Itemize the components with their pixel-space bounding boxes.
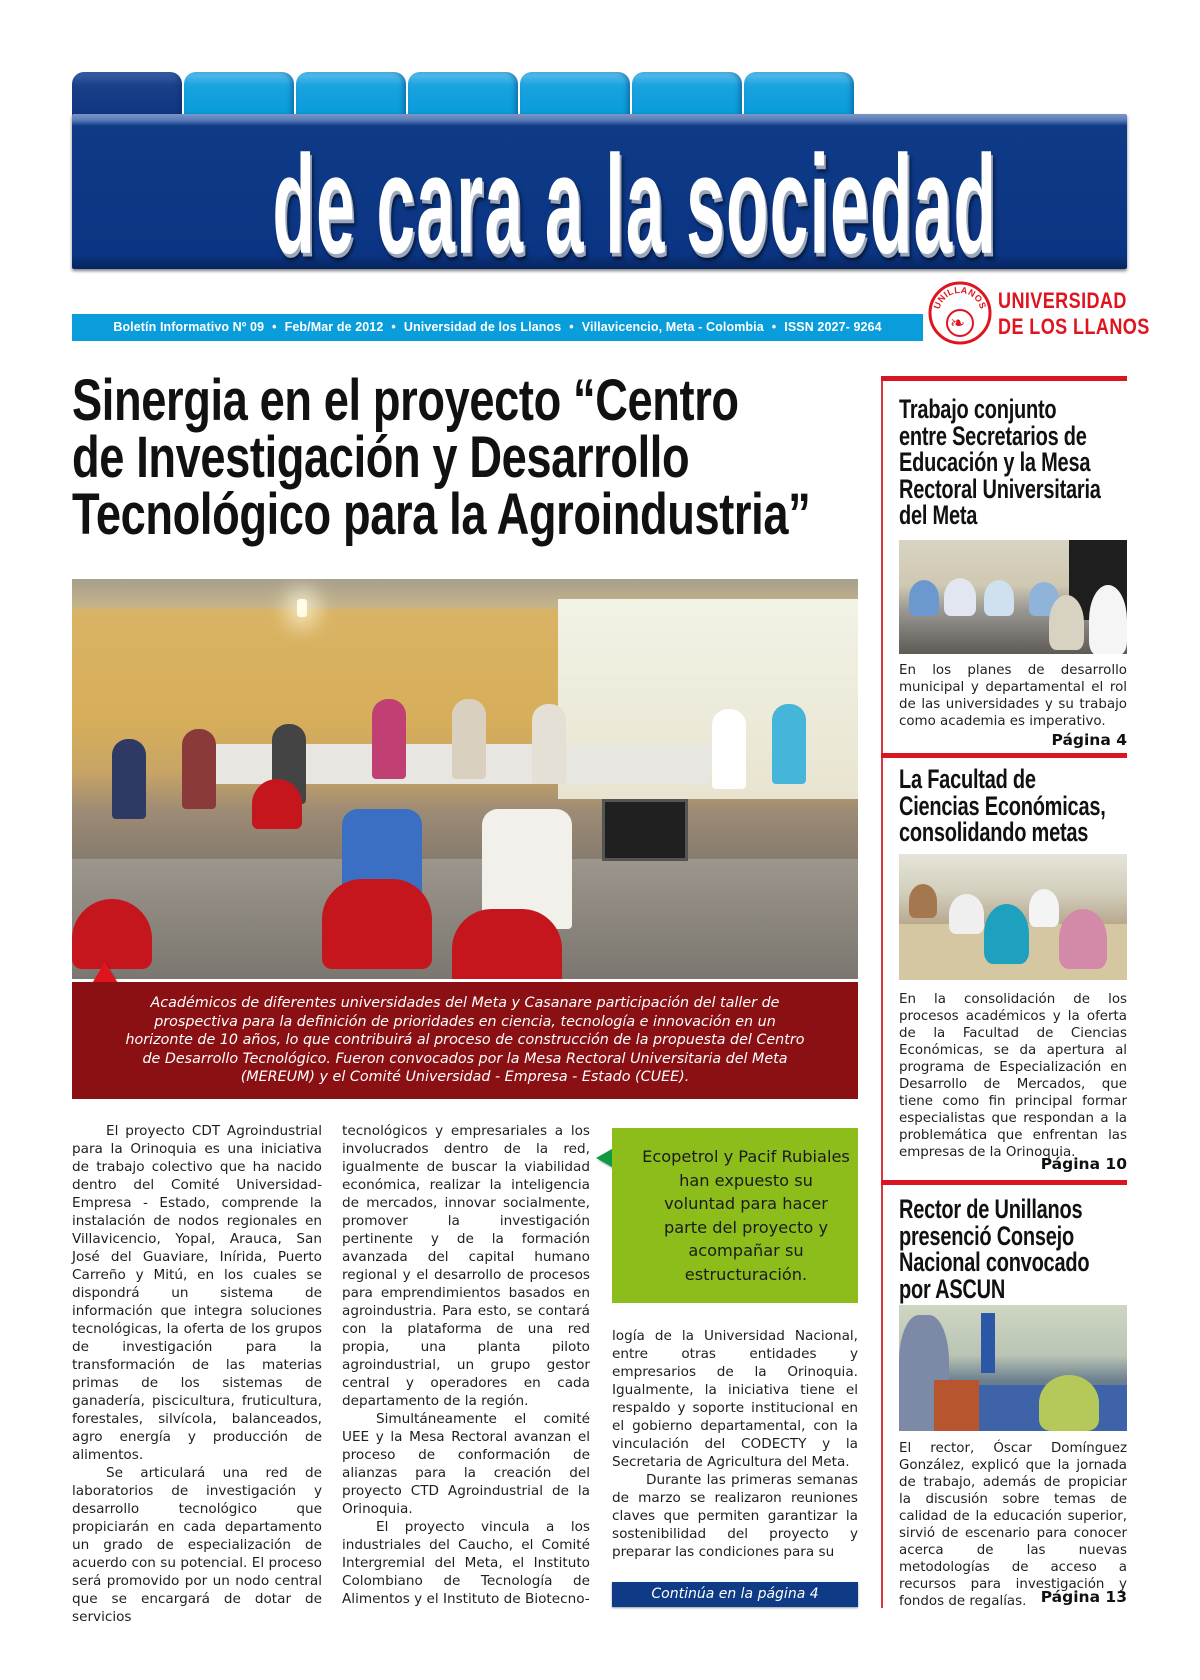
- photo-person: [112, 739, 146, 819]
- masthead-tab: [632, 72, 742, 118]
- headline-line: La Facultad de: [899, 764, 1036, 794]
- separator: •: [272, 320, 277, 334]
- masthead-tab: [408, 72, 518, 118]
- summary-text: En los planes de desarrollo municipal y departamental el rol de las universidades y su trabajo como academia es imperativo.: [899, 663, 1127, 729]
- photo-plant: [1039, 1375, 1099, 1431]
- main-headline: [72, 368, 852, 547]
- article-paragraph: El proyecto CDT Agroindustrial para la Orinoquia es una iniciativa de trabajo colectivo que ha nacido dentro del Comité Universidad- Empresa - Estado, comprende la instalación de nodos regionales en Villavicencio, Yopal, Arauca, San José del Guaviare, Inírida, Puerto Carreño y Mitú, en los cuales se dispondrá un sistema de información que integra soluciones tecnológicas, la oferta de los grupos de investigación para la transformación de las materias primas de los sistemas de ganadería, piscicultura, fruticultura, forestales, silvícola, balanceados, agro energía y producción de alimentos.: [72, 1123, 322, 1463]
- photo-person: [909, 884, 937, 918]
- photo-person: [909, 580, 939, 616]
- publication-title: de cara a la sociedad: [272, 126, 998, 269]
- sidebar-photo: [899, 854, 1127, 980]
- photo-person: [182, 729, 216, 809]
- masthead-banner: [72, 114, 1127, 269]
- sidebar-page-link[interactable]: Página 13: [1040, 1588, 1127, 1606]
- caption-line: de Desarrollo Tecnológico. Fueron convocados por la Mesa Rectoral Universitaria del Meta: [142, 1050, 788, 1067]
- article-column-2: [342, 1122, 590, 1608]
- photo-person: [1049, 595, 1084, 650]
- photo-chair: [322, 879, 432, 969]
- article-paragraph: Se articulará una red de laboratorios de investigación y desarrollo tecnológico que propiciarán en cada departamento un grado de especialización de acuerdo con su potencial. El proceso será promovido por un nodo central que se encargará de dotar de servicios: [72, 1465, 322, 1625]
- headline-line: presenció Consejo: [899, 1220, 1074, 1251]
- sidebar-summary: [899, 662, 1127, 730]
- university-name-line2: DE LOS LLANOS: [998, 314, 1150, 339]
- caption-line: Académicos de diferentes universidades del Meta y Casanare participación del taller de: [150, 995, 780, 1011]
- separator: •: [569, 320, 574, 334]
- continue-link[interactable]: Continúa en la página 4: [612, 1582, 858, 1607]
- sidebar-headline: [899, 766, 1121, 846]
- article-column-1: [72, 1122, 322, 1626]
- sidebar-divider: [881, 376, 1127, 381]
- summary-text: El rector, Óscar Domínguez González, explicó que la jornada de trabajo, además de propiciar la discusión sobre temas de calidad de la educación superior, sirvió de escenario para conocer acerca de las nuevas metodologías de acceso a recursos para investigación y fondos de regalías.: [899, 1441, 1127, 1609]
- photo-person: [984, 580, 1014, 616]
- location: Villavicencio, Meta - Colombia: [581, 320, 764, 334]
- sidebar-rule: [881, 376, 883, 1608]
- photo-person: [1029, 889, 1059, 927]
- issue-info-bar: [72, 314, 923, 341]
- masthead-tab: [184, 72, 294, 118]
- headline-line: de Investigación y Desarrollo: [72, 425, 690, 490]
- sidebar-headline: [899, 1196, 1121, 1302]
- article-paragraph: tecnológicos y empresariales a los involucrados dentro de la red, igualmente de buscar la viabilidad económica, realizar la inteligencia de mercados, innovar socialmente, promover la investigación pertinente y de la formación avanzada del capital humano regional y el desarrollo de procesos para emprendimientos basados en agroindustria. Para esto, se contará con la plataforma de una red propia, una planta piloto agroindustrial, un grupo gestor central y operadores en cada departamento de la región.: [342, 1123, 590, 1409]
- university-name-line1: UNIVERSIDAD: [998, 288, 1127, 313]
- university-name: [998, 288, 1150, 340]
- summary-text: En la consolidación de los procesos académicos y la oferta de la Facultad de Ciencias Económicas, se da apertura al programa de Especialización en Desarrollo de Mercados, que tiene como fin principal formar especialistas que respondan a la problemática que enfrentan las empresas de la Orinoquia.: [899, 992, 1127, 1160]
- caption-line: horizonte de 10 años, lo que contribuirá al proceso de construcción de la propuesta del Centro: [125, 1032, 805, 1049]
- sidebar-divider: [881, 1180, 1127, 1185]
- masthead-tab: [72, 72, 182, 118]
- main-photo: [72, 579, 858, 979]
- headline-line: Tecnológico para la Agroindustria”: [72, 482, 811, 547]
- masthead-tab: [744, 72, 854, 118]
- article-paragraph: Durante las primeras semanas de marzo se realizaron reuniones claves que permiten garantizar la sostenibilidad del proyecto y preparar las condiciones para su: [612, 1472, 858, 1560]
- heron-icon: ❧: [950, 313, 966, 334]
- sidebar-page-link[interactable]: Página 4: [1051, 731, 1127, 749]
- caption-line: (MEREUM) y el Comité Universidad - Empresa - Estado (CUEE).: [240, 1069, 690, 1086]
- photo-chair: [252, 779, 302, 829]
- pull-quote: Ecopetrol y Pacif Rubiales han expuesto su voluntad para hacer parte del proyecto y acompañar su estructuración.: [612, 1128, 858, 1303]
- photo-person: [944, 578, 976, 616]
- article-paragraph: logía de la Universidad Nacional, entre otras entidades y empresarios de la Orinoquia. Igualmente, la iniciativa tiene el respaldo y soporte institucional en el gobierno departamental, con la vinculación del CODECTY y la Secretaria de Agricultura del Meta.: [612, 1328, 858, 1470]
- photo-person: [984, 904, 1029, 964]
- photo-person: [532, 704, 566, 784]
- separator: •: [771, 320, 777, 334]
- photo-person: [452, 699, 486, 779]
- headline-line: Rector de Unillanos: [899, 1194, 1083, 1224]
- photo-person: [712, 709, 746, 789]
- sidebar-summary: [899, 991, 1127, 1161]
- issn: ISSN 2027- 9264: [784, 320, 882, 334]
- photo-person: [949, 894, 984, 934]
- headline-line: consolidando metas: [899, 817, 1089, 847]
- issue-date: Feb/Mar de 2012: [284, 320, 384, 334]
- headline-line: Ciencias Económicas,: [899, 790, 1106, 821]
- photo-person: [1089, 585, 1127, 654]
- photo-podium: [934, 1380, 979, 1431]
- sidebar-summary: [899, 1440, 1127, 1610]
- article-column-3: [612, 1327, 858, 1561]
- photo-laptop: [602, 799, 688, 861]
- headline-line: Educación y la Mesa: [899, 447, 1091, 477]
- headline-line: por ASCUN: [899, 1273, 1006, 1304]
- sidebar-photo: [899, 1305, 1127, 1431]
- photo-caption: [72, 982, 858, 1099]
- university-logo-icon: [928, 281, 992, 345]
- masthead-tab: [520, 72, 630, 118]
- headline-line: Sinergia en el proyecto “Centro: [72, 368, 739, 433]
- headline-line: Trabajo conjunto: [899, 394, 1057, 424]
- sidebar-divider: [881, 753, 1127, 758]
- publisher: Universidad de los Llanos: [403, 320, 562, 334]
- headline-line: entre Secretarios de: [899, 420, 1087, 451]
- headline-line: del Meta: [899, 500, 978, 530]
- issue-number: Boletín Informativo Nº 09: [113, 320, 265, 334]
- caption-line: prospectiva para la definición de prioridades en ciencia, tecnología e innovación en un: [154, 1013, 776, 1030]
- logo-ring-text: UNILLANOS: [931, 284, 989, 311]
- sidebar-headline: [899, 396, 1121, 529]
- sidebar-photo: [899, 540, 1127, 654]
- article-paragraph: Simultáneamente el comité UEE y la Mesa Rectoral avanzan el proceso de conformación de alianzas para la creación del proyecto CTD Agroindustrial de la Orinoquia.: [342, 1411, 590, 1517]
- article-paragraph: El proyecto vincula a los industriales del Caucho, el Comité Intergremial del Meta, el Instituto Colombiano de Tecnología de Alimentos y el Instituto de Biotecno-: [342, 1519, 590, 1607]
- photo-person: [1059, 909, 1107, 969]
- photo-lamp: [297, 599, 307, 617]
- photo-person: [772, 704, 806, 784]
- photo-chair: [452, 909, 562, 979]
- sidebar-page-link[interactable]: Página 10: [1040, 1155, 1127, 1173]
- headline-line: Nacional convocado: [899, 1247, 1090, 1277]
- masthead-tab: [296, 72, 406, 118]
- separator: •: [391, 320, 396, 334]
- photo-chair: [72, 899, 152, 969]
- headline-line: Rectoral Universitaria: [899, 473, 1101, 504]
- photo-person: [372, 699, 406, 779]
- photo-banner: [981, 1313, 995, 1373]
